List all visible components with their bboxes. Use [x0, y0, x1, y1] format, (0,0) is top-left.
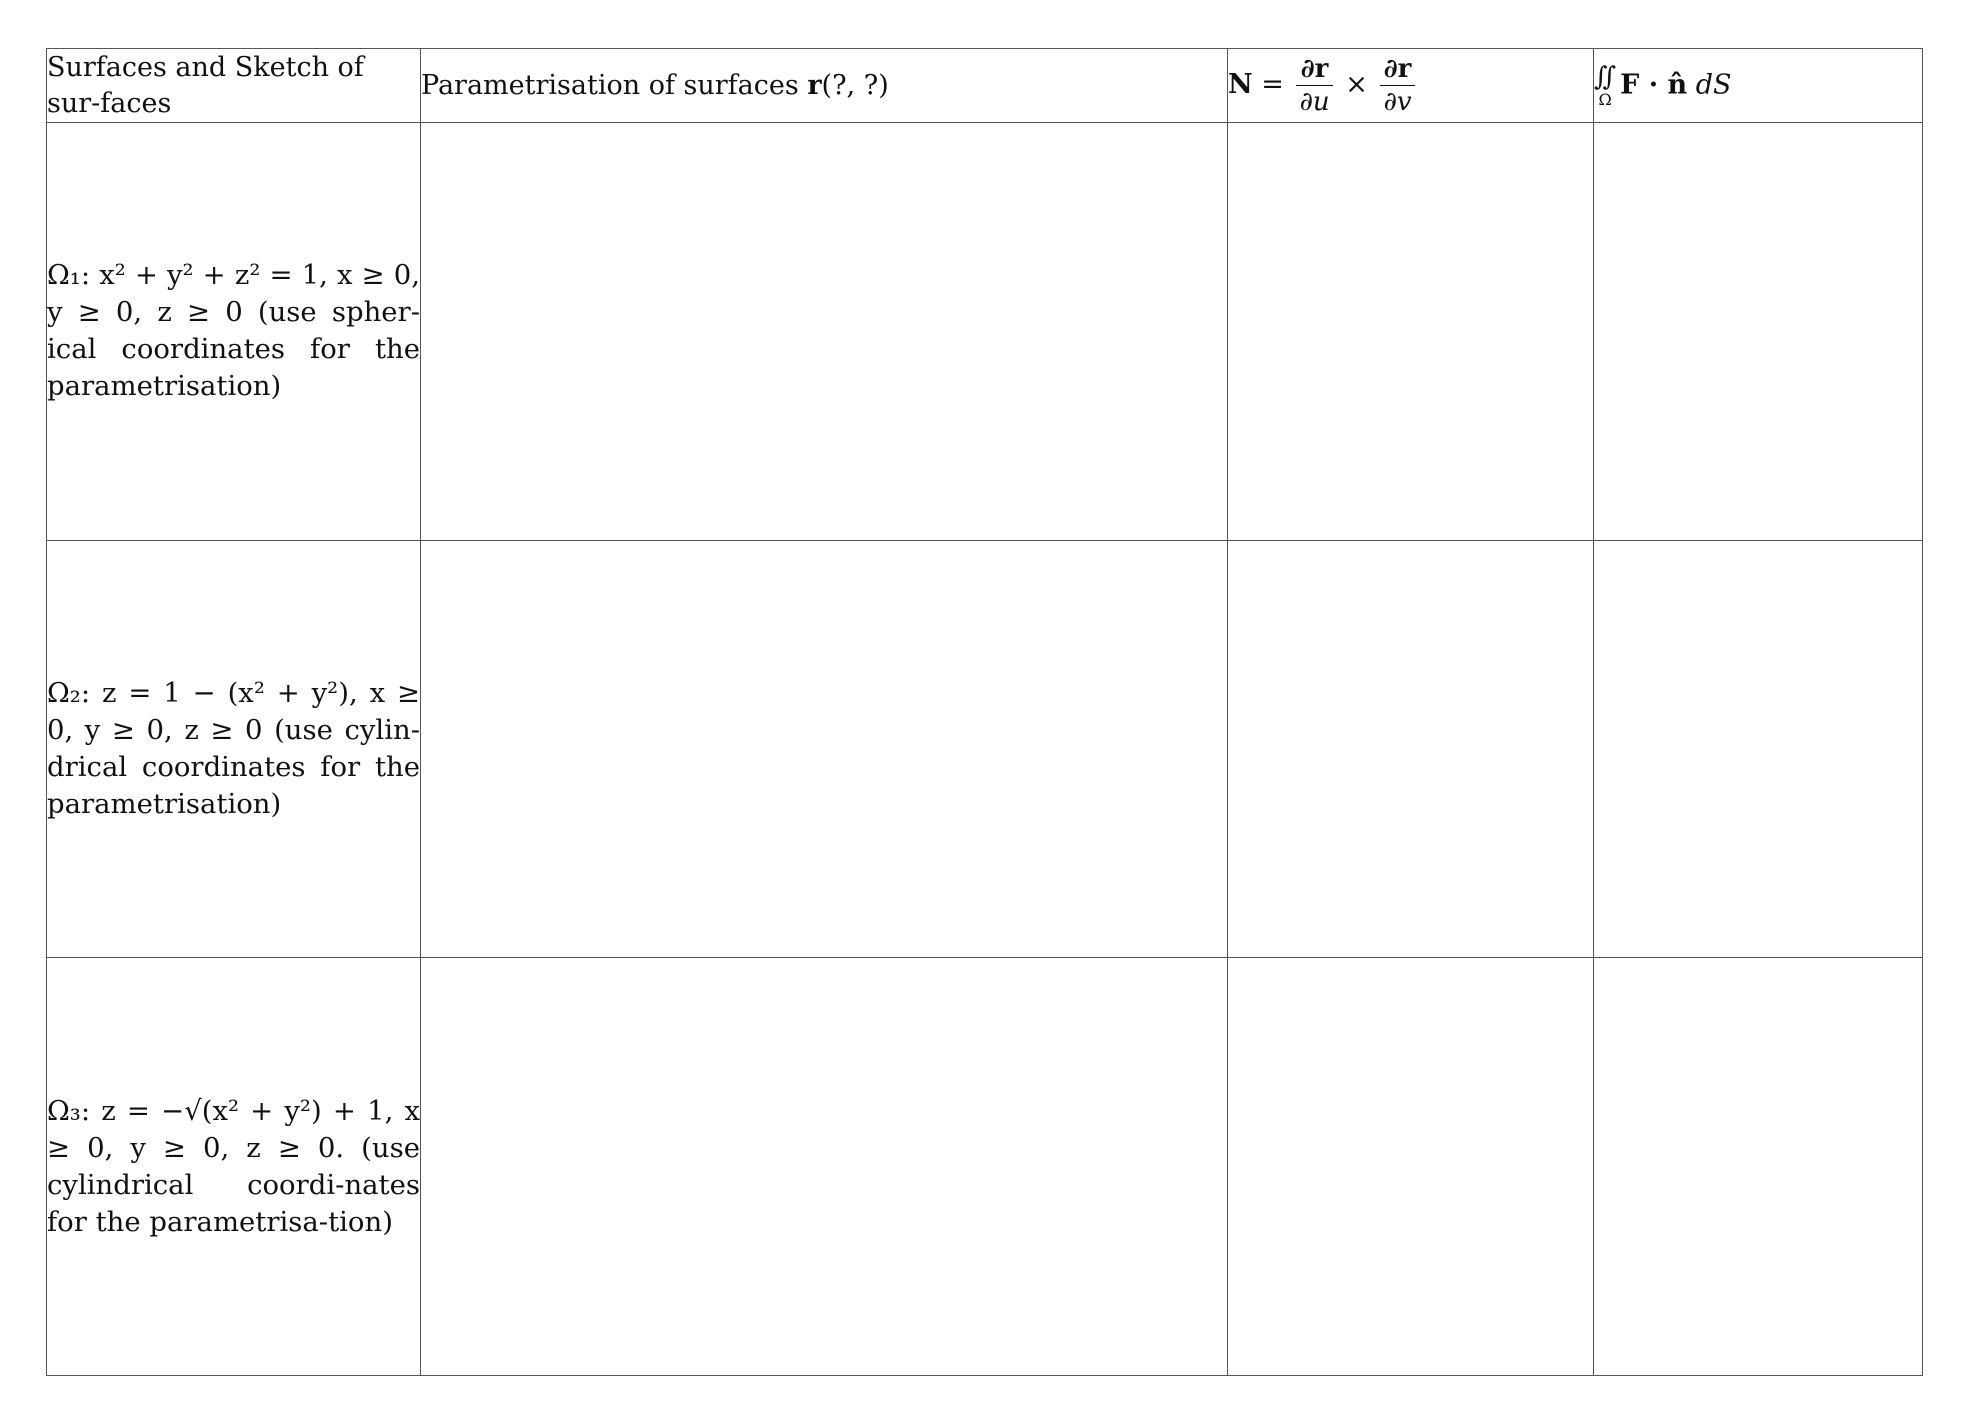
header-flux-integrand: F · n̂: [1620, 69, 1688, 101]
table-row: [47, 123, 1923, 541]
partial-r-u-fraction: [1296, 54, 1332, 118]
surface-description-2: Ω₂: z = 1 − (x² + y²), x ≥ 0, y ≥ 0, z ≥ 0 (use cylin-drical coordinates for the parametrisation): [47, 677, 420, 821]
parametrisation-answer-1[interactable]: [421, 123, 1228, 541]
normal-answer-2[interactable]: [1228, 540, 1594, 958]
header-normal-lhs: N: [1228, 69, 1253, 101]
header-surfaces: [47, 49, 421, 123]
header-param-r: r: [807, 69, 822, 101]
header-normal-eq: =: [1252, 69, 1293, 101]
surface-description-1: Ω₁: x² + y² + z² = 1, x ≥ 0, y ≥ 0, z ≥ 0 (use spher-ical coordinates for the parametrisation): [47, 259, 420, 403]
parametrisation-answer-2[interactable]: [421, 540, 1228, 958]
parametrisation-answer-3[interactable]: [421, 958, 1228, 1376]
header-parametrisation: [421, 49, 1228, 123]
header-param-text: Parametrisation of surfaces: [421, 69, 808, 101]
partial-r-v-numerator: ∂r: [1380, 56, 1414, 86]
header-surfaces-text: Surfaces and Sketch of sur-faces: [47, 51, 364, 119]
partial-r-u-denominator: ∂u: [1299, 87, 1330, 118]
normal-answer-1[interactable]: [1228, 123, 1594, 541]
integral-sign: ∬: [1594, 61, 1617, 92]
partial-r-v-fraction: [1380, 54, 1414, 118]
flux-answer-3[interactable]: [1594, 958, 1923, 1376]
header-normal-times: ×: [1336, 69, 1377, 101]
header-param-args: (?, ?): [821, 69, 889, 101]
worksheet-table: [46, 48, 1923, 1376]
header-row: [47, 49, 1923, 123]
partial-r-u-numerator: ∂r: [1296, 56, 1332, 86]
normal-answer-3[interactable]: [1228, 958, 1594, 1376]
table-row: [47, 958, 1923, 1376]
double-integral-symbol: [1594, 61, 1617, 109]
surface-cell-2: [47, 540, 421, 958]
partial-r-v-denominator: ∂v: [1383, 87, 1412, 118]
integral-region: Ω: [1598, 89, 1612, 109]
header-flux-ds: dS: [1687, 69, 1732, 101]
header-normal-vector: [1228, 49, 1594, 123]
surface-description-3: Ω₃: z = −√(x² + y²) + 1, x ≥ 0, y ≥ 0, z ≥ 0. (use cylindrical coordi-nates for the parametrisa-tion): [47, 1094, 420, 1238]
surface-cell-3: [47, 958, 421, 1376]
surface-cell-1: [47, 123, 421, 541]
header-flux-integral: [1594, 49, 1923, 123]
flux-answer-1[interactable]: [1594, 123, 1923, 541]
flux-answer-2[interactable]: [1594, 540, 1923, 958]
table-row: [47, 540, 1923, 958]
